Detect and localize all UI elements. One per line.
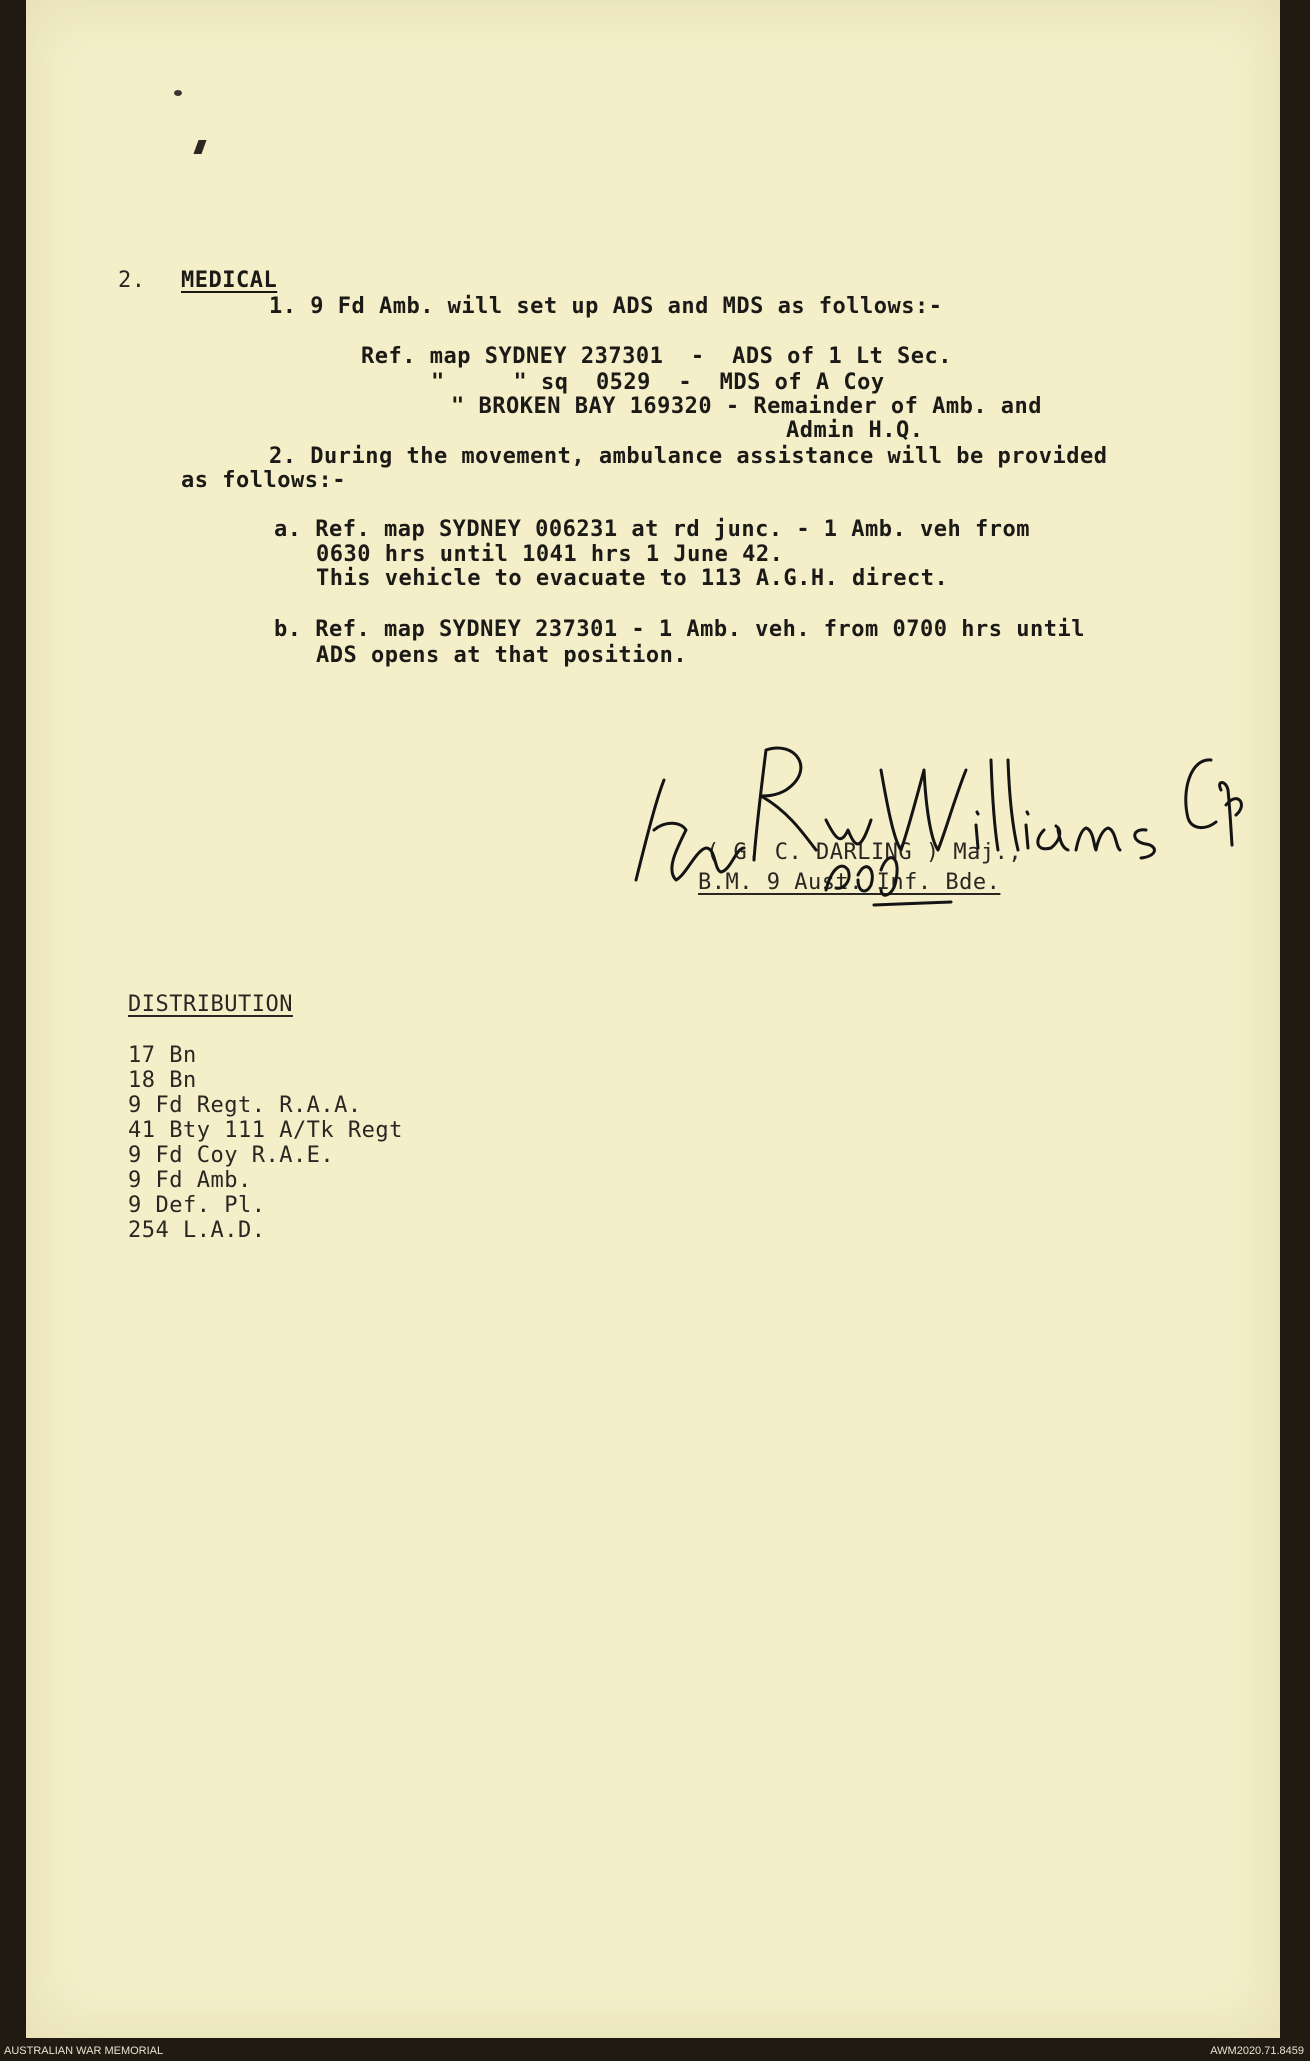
signatory-title: B.M. 9 Aust. Inf. Bde.: [698, 870, 1001, 895]
punch-hole-mark: [193, 140, 206, 154]
distribution-item: 17 Bn: [128, 1043, 197, 1068]
distribution-item: 41 Bty 111 A/Tk Regt: [128, 1118, 403, 1143]
distribution-item: 9 Fd Regt. R.A.A.: [128, 1093, 362, 1118]
footer-accession-number: AWM2020.71.8459: [1210, 2045, 1304, 2057]
item-a-line-2: 0630 hrs until 1041 hrs 1 June 42.: [316, 542, 784, 567]
paragraph-1: 1. 9 Fd Amb. will set up ADS and MDS as follows:-: [269, 294, 943, 319]
distribution-item: 18 Bn: [128, 1068, 197, 1093]
handwritten-signature: [626, 730, 1246, 950]
footer-credit: AUSTRALIAN WAR MEMORIAL: [4, 2045, 164, 2057]
item-b-line-1: b. Ref. map SYDNEY 237301 - 1 Amb. veh. from 0700 hrs until: [274, 617, 1085, 642]
distribution-item: 254 L.A.D.: [128, 1218, 266, 1243]
ref-line-4: Admin H.Q.: [786, 418, 924, 443]
footer: [0, 2041, 1310, 2061]
paragraph-2-line-1: 2. During the movement, ambulance assistance will be provided: [269, 444, 1108, 469]
distribution-heading: DISTRIBUTION: [128, 992, 293, 1017]
document-page: [26, 0, 1280, 2038]
item-a-line-3: This vehicle to evacuate to 113 A.G.H. direct.: [316, 566, 949, 591]
item-a-line-1: a. Ref. map SYDNEY 006231 at rd junc. - 1 Amb. veh from: [274, 517, 1030, 542]
ref-line-2: " " sq 0529 - MDS of A Coy: [431, 370, 885, 395]
section-heading: MEDICAL: [181, 268, 278, 293]
ref-line-3: " BROKEN BAY 169320 - Remainder of Amb. and: [451, 394, 1043, 419]
ref-line-1: Ref. map SYDNEY 237301 - ADS of 1 Lt Sec.: [361, 344, 953, 369]
paragraph-2-line-2: as follows:-: [181, 468, 346, 493]
distribution-item: 9 Fd Amb.: [128, 1168, 252, 1193]
signatory-name: ( G. C. DARLING ) Maj.,: [706, 840, 1023, 865]
section-number: 2.: [118, 268, 146, 293]
punch-hole-mark: [174, 90, 182, 96]
distribution-item: 9 Fd Coy R.A.E.: [128, 1143, 335, 1168]
item-b-line-2: ADS opens at that position.: [316, 643, 688, 668]
distribution-item: 9 Def. Pl.: [128, 1193, 266, 1218]
